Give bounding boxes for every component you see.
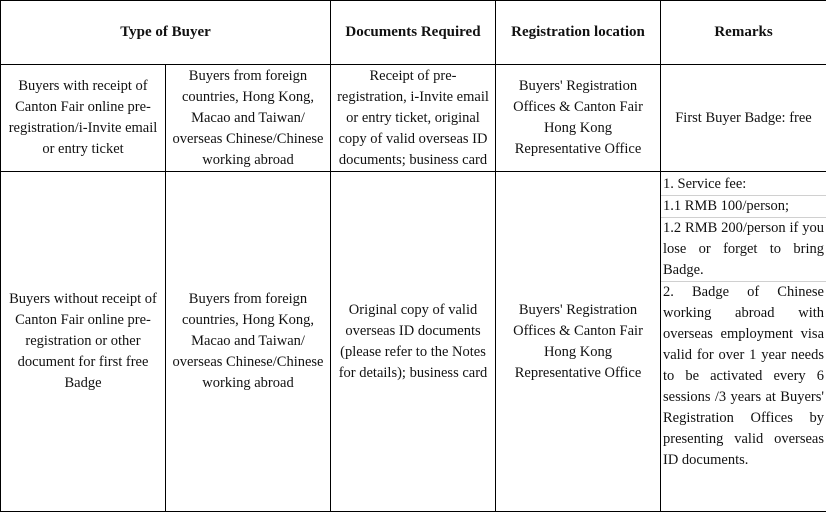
location-cell: Buyers' Registration Offices & Canton Fair Hong Kong Representative Office	[496, 172, 661, 512]
header-remarks: Remarks	[661, 1, 826, 65]
buyer-condition-cell: Buyers with receipt of Canton Fair online pre-registration/i-Invite email or entry ticket	[1, 65, 166, 172]
header-registration-location: Registration location	[496, 1, 661, 65]
remark-line: 1.2 RMB 200/person if you lose or forget to bring Badge.	[661, 218, 826, 282]
remark-line: 2. Badge of Chinese working abroad with overseas employment visa valid for over 1 year needs to be activated every 6 sessions /3 years at Buyers' Registration Offices by presenting valid overseas ID documents.	[663, 284, 824, 468]
remark-line: 1.1 RMB 100/person;	[661, 196, 826, 218]
location-cell: Buyers' Registration Offices & Canton Fair Hong Kong Representative Office	[496, 65, 661, 172]
remark-line: 1. Service fee:	[661, 174, 826, 196]
buyer-condition-cell: Buyers without receipt of Canton Fair online pre-registration or other document for first free Badge	[1, 172, 166, 512]
buyer-origin-cell: Buyers from foreign countries, Hong Kong, Macao and Taiwan/ overseas Chinese/Chinese working abroad	[166, 65, 331, 172]
table-header-row	[1, 1, 826, 65]
table-row	[1, 65, 826, 172]
documents-cell: Original copy of valid overseas ID documents (please refer to the Notes for details); business card	[331, 172, 496, 512]
documents-cell: Receipt of pre-registration, i-Invite email or entry ticket, original copy of valid overseas ID documents; business card	[331, 65, 496, 172]
table-row	[1, 172, 826, 512]
remarks-cell: First Buyer Badge: free	[661, 65, 826, 172]
header-documents-required: Documents Required	[331, 1, 496, 65]
header-type-of-buyer: Type of Buyer	[1, 1, 331, 65]
remarks-cell	[661, 172, 826, 512]
buyer-origin-cell: Buyers from foreign countries, Hong Kong, Macao and Taiwan/ overseas Chinese/Chinese working abroad	[166, 172, 331, 512]
